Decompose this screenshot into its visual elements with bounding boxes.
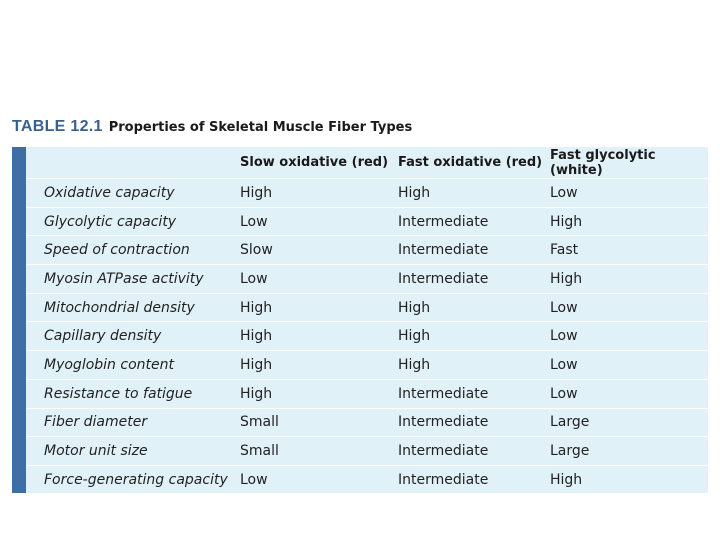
property-name: Myosin ATPase activity [26, 265, 240, 294]
property-name: Resistance to fatigue [26, 379, 240, 408]
table-title: Properties of Skeletal Muscle Fiber Types [108, 120, 413, 135]
slow-oxidative-value: High [240, 293, 398, 322]
fast-oxidative-value: High [398, 179, 550, 208]
fast-oxidative-value: Intermediate [398, 236, 550, 265]
table-row [26, 236, 708, 265]
fast-glycolytic-value: Low [550, 293, 708, 322]
property-name: Capillary density [26, 322, 240, 351]
fast-oxidative-value: Intermediate [398, 408, 550, 437]
property-name: Mitochondrial density [26, 293, 240, 322]
property-name: Speed of contraction [26, 236, 240, 265]
table-row [26, 207, 708, 236]
property-name: Fiber diameter [26, 408, 240, 437]
fast-glycolytic-value: Low [550, 322, 708, 351]
table-row [26, 408, 708, 437]
properties-table [26, 147, 708, 494]
header-row [26, 147, 708, 179]
table-number: TABLE 12.1 [12, 118, 103, 135]
table-row [26, 465, 708, 493]
fast-oxidative-value: High [398, 351, 550, 380]
property-name: Glycolytic capacity [26, 207, 240, 236]
table-row [26, 265, 708, 294]
slow-oxidative-value: High [240, 322, 398, 351]
table-row [26, 322, 708, 351]
fast-oxidative-value: High [398, 293, 550, 322]
slow-oxidative-value: Low [240, 465, 398, 493]
table-caption [12, 118, 412, 136]
fast-oxidative-value: Intermediate [398, 437, 550, 466]
fast-glycolytic-value: Large [550, 408, 708, 437]
fast-glycolytic-value: High [550, 265, 708, 294]
header-fast-glycolytic: Fast glycolytic (white) [550, 147, 656, 178]
table-row [26, 293, 708, 322]
property-name: Oxidative capacity [26, 179, 240, 208]
table-row [26, 351, 708, 380]
slow-oxidative-value: Low [240, 207, 398, 236]
fast-glycolytic-value: High [550, 207, 708, 236]
property-name: Force-generating capacity [26, 465, 240, 493]
slow-oxidative-value: Small [240, 408, 398, 437]
fast-oxidative-value: High [398, 322, 550, 351]
header-fast-oxidative: Fast oxidative (red) [398, 155, 543, 170]
slow-oxidative-value: High [240, 379, 398, 408]
header-property [26, 147, 240, 179]
fast-oxidative-value: Intermediate [398, 265, 550, 294]
fast-glycolytic-value: Large [550, 437, 708, 466]
header-slow-oxidative: Slow oxidative (red) [240, 155, 389, 170]
fast-oxidative-value: Intermediate [398, 465, 550, 493]
slow-oxidative-value: High [240, 179, 398, 208]
table-row [26, 379, 708, 408]
fast-glycolytic-value: Low [550, 351, 708, 380]
property-name: Motor unit size [26, 437, 240, 466]
table-row [26, 437, 708, 466]
fast-glycolytic-value: Fast [550, 236, 708, 265]
fast-glycolytic-value: Low [550, 179, 708, 208]
table-row [26, 179, 708, 208]
property-name: Myoglobin content [26, 351, 240, 380]
fast-glycolytic-value: Low [550, 379, 708, 408]
fiber-types-table [12, 147, 708, 493]
slow-oxidative-value: Low [240, 265, 398, 294]
fast-glycolytic-value: High [550, 465, 708, 493]
slow-oxidative-value: Slow [240, 236, 398, 265]
fast-oxidative-value: Intermediate [398, 207, 550, 236]
slow-oxidative-value: High [240, 351, 398, 380]
fast-oxidative-value: Intermediate [398, 379, 550, 408]
slow-oxidative-value: Small [240, 437, 398, 466]
